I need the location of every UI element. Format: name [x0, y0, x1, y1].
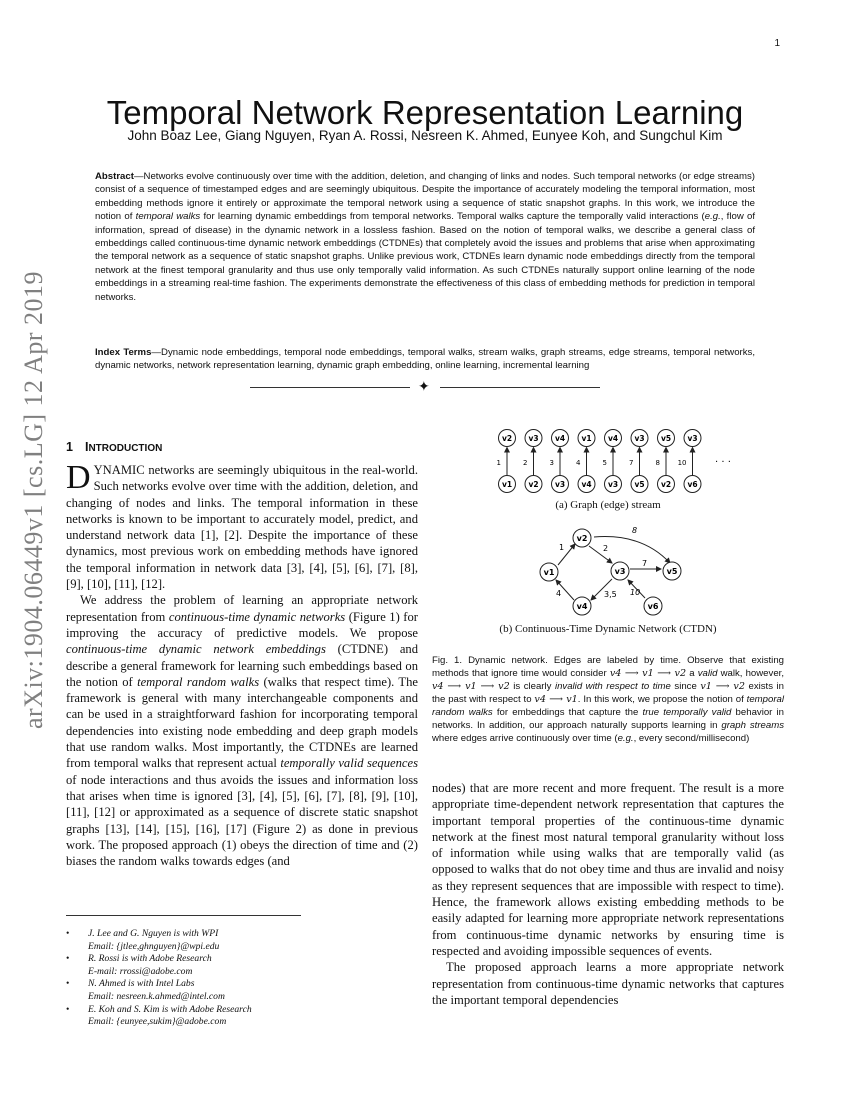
stream-time-label: 2 — [523, 459, 528, 467]
paragraph-text: (walks that respect time). The framework is general with many interchangeable components and can be used in a straightforward fashion for incorporating temporal dependencies into existing node embedding and deep graph models that use random walks. Most importantly, the CTDNEs are learned from temporal walks that represent actual — [66, 674, 418, 771]
footnotes — [66, 928, 418, 1029]
paper-title: Temporal Network Representation Learning — [106, 94, 744, 132]
arxiv-stamp-text: arXiv:1904.06449v1 [cs.LG] 12 Apr 2019 — [19, 270, 48, 730]
stream-node-bottom: v1 — [501, 480, 513, 489]
emphasis: continuous-time dynamic network embeddings — [66, 642, 326, 657]
footnote — [66, 978, 418, 1003]
emphasis: continuous-time dynamic networks — [168, 609, 346, 624]
section-heading — [66, 440, 418, 454]
stream-node-bottom: v3 — [554, 480, 566, 489]
stream-time-label: 4 — [576, 459, 581, 467]
footnote-affiliation: R. Rossi is with Adobe Research — [88, 953, 212, 965]
edge-label: 2 — [603, 544, 609, 553]
footnote-bullet: • — [66, 1003, 70, 1015]
caption-text: where edges arrive continuously over time ( — [432, 733, 618, 744]
node-v4 — [573, 597, 591, 615]
stream-node-top: v3 — [528, 434, 539, 443]
abstract-emphasis: e.g. — [704, 211, 721, 223]
stream-edge — [678, 430, 701, 493]
footnote-email: Email: nesreen.k.ahmed@intel.com — [88, 990, 225, 1002]
stream-node-top: v3 — [687, 434, 698, 443]
divider-diamond-icon: ✦ — [418, 379, 430, 395]
footnote-affiliation: E. Koh and S. Kim is with Adobe Research — [88, 1003, 252, 1015]
caption-emphasis: true temporally valid — [642, 707, 732, 718]
edge-stream-diagram — [487, 425, 747, 497]
node-v5 — [663, 562, 681, 580]
arxiv-stamp — [10, 270, 58, 730]
stream-time-label: 5 — [602, 459, 607, 467]
caption-math: v4 ⟶ v1 ⟶ v2 — [609, 668, 687, 679]
stream-time-label: 8 — [655, 459, 660, 467]
divider-rule — [440, 387, 600, 388]
stream-edge — [656, 430, 675, 493]
caption-text: . In this work, we propose the notion of — [577, 694, 747, 705]
subcaption-a: (a) Graph (edge) stream — [555, 499, 661, 511]
caption-text: for embeddings that capture the — [492, 707, 643, 718]
stream-node-bottom: v5 — [634, 480, 645, 489]
caption-math: v1 ⟶ v2 — [700, 681, 745, 692]
index-terms-text: —Dynamic node embeddings, temporal node embeddings, temporal walks, stream walks, graph streams, edge streams, temporal networks, dynamic networks, network representation learning, dynamic graph embedding, online learning, incremental learning — [95, 347, 755, 372]
abstract-emphasis: temporal walks — [135, 211, 201, 223]
stream-edge — [576, 430, 595, 493]
section-number: 1 — [66, 440, 73, 454]
stream-node-top: v2 — [501, 434, 513, 443]
footnote-rule — [66, 915, 301, 916]
node-label: v5 — [666, 567, 678, 576]
stream-node-bottom: v2 — [528, 480, 539, 489]
footnote — [66, 953, 418, 978]
node-label: v6 — [647, 602, 659, 611]
page-number: 1 — [774, 38, 780, 49]
right-paragraph-2: The proposed approach learns a more appropriate network representation from continuous-time dynamic networks that captures the important temporal dependencies — [432, 960, 784, 1007]
stream-edge — [497, 430, 516, 493]
paragraph-text: (CTDNE) and describe a general framework for learning such embeddings based on the notion of — [66, 642, 418, 689]
node-v3 — [611, 562, 629, 580]
stream-time-label: 1 — [496, 459, 501, 467]
footnote-email: Email: {jtlee,ghnguyen}@wpi.edu — [88, 940, 220, 952]
caption-emphasis: valid — [697, 668, 718, 679]
caption-text: since — [670, 681, 701, 692]
smallcaps-word: YNAMIC — [93, 463, 145, 477]
drop-cap: D — [66, 459, 91, 496]
abstract-text: for learning dynamic embeddings from temporal networks. Temporal walks capture the temporally valid interactions ( — [200, 211, 705, 223]
section-title-rest: NTRODUCTION — [88, 443, 163, 454]
caption-emphasis: invalid with respect to time — [554, 681, 671, 692]
abstract — [95, 170, 755, 304]
node-label: v3 — [614, 567, 626, 576]
caption-text: a — [686, 668, 698, 679]
caption-text: Dynamic network. Edges are labeled by time. Observe that existing methods that ignore time would consider — [432, 655, 784, 679]
caption-math: v4 ⟶ v1 — [534, 694, 578, 705]
index-terms-label: Index Terms — [95, 347, 152, 358]
paragraph-text: of node interactions and thus avoids the issues and information loss that arises when time is ignored [3], [4], [5], [6], [7], [8], [9], [10], [11], [12] or approximated as a sequence of discrete static snapshot graphs [13], [14], [15], [16], [17] (Figure 2) as done in previous work. The proposed approach (1) obeys the direction of time and (2) biases the random walks towards edges (and — [66, 772, 418, 869]
stream-edge — [523, 430, 542, 493]
stream-time-label: 3 — [549, 459, 554, 467]
emphasis: temporal random walks — [137, 674, 260, 689]
stream-node-bottom: v2 — [660, 480, 672, 489]
paragraph-text: We address the problem of learning an appropriate network representation from — [66, 593, 418, 624]
stream-node-top: v1 — [581, 434, 592, 443]
paragraph-text: networks are seemingly ubiquitous in the real-world. Such networks evolve over time with the addition, deletion, and changing of nodes and links. The temporal information in these networks is known to be important to accurately model, predict, and understand network data [1], [2]. Despite the importance of these dynamics, most previous work on embedding methods have ignored the temporal information in network data [3], [4], [5], [6], [7], [8], [9], [10], [11], [12]. — [66, 463, 418, 592]
node-v2 — [573, 529, 591, 547]
right-column — [432, 780, 784, 1008]
stream-node-bottom: v3 — [607, 480, 619, 489]
stream-edge — [629, 430, 648, 493]
footnote-affiliation: J. Lee and G. Nguyen is with WPI — [88, 928, 219, 939]
node-v6 — [644, 597, 662, 615]
paragraph-text: (Figure 1) for improving the accuracy of predictive models. We propose — [66, 609, 418, 640]
figure-caption — [432, 654, 784, 745]
stream-time-label: 10 — [677, 459, 687, 467]
footnote-bullet: • — [66, 953, 70, 965]
caption-text: behavior in networks. In addition, our approach naturally supports learning in — [432, 707, 784, 731]
caption-text: walk, however, — [717, 668, 784, 679]
right-paragraph-1: nodes) that are more recent and more frequent. The result is a more appropriate time-dependent network representation that captures the important temporal properties of the continuous-time dynamic network at the finest most natural temporal granularity without loss of information while using walks that are temporally valid (as opposed to walks that do not obey time and thus are invalid and noisy as they represent sequences that are impossible with respect to time). Hence, the framework allows existing embedding methods to be easily adapted for learning more appropriate network representations from continuous-time dynamic networks by ensuring time is respected and avoiding impossible sequences of events. — [432, 781, 784, 958]
divider-rule — [250, 387, 410, 388]
stream-node-bottom: v4 — [581, 480, 592, 489]
section-divider — [250, 378, 600, 398]
edge-v2-v3 — [589, 546, 612, 563]
abstract-label: Abstract — [95, 171, 134, 182]
footnote-affiliation: N. Ahmed is with Intel Labs — [88, 978, 195, 990]
stream-node-top: v4 — [607, 434, 619, 443]
node-v1 — [540, 563, 558, 581]
caption-text: , every second/millisecond) — [633, 733, 750, 744]
stream-node-top: v4 — [554, 434, 566, 443]
author-list: John Boaz Lee, Giang Nguyen, Ryan A. Rossi, Nesreen K. Ahmed, Eunyee Koh, and Sungchul Kim — [127, 128, 723, 143]
node-label: v4 — [576, 602, 588, 611]
caption-emphasis: e.g. — [617, 733, 634, 744]
section-title-initial: I — [84, 440, 89, 454]
intro-paragraph-1 — [66, 459, 418, 592]
footnote-bullet: • — [66, 928, 70, 939]
abstract-text: , flow of information, spread of disease) in the dynamic network in a lossless fashion. Based on the notion of temporal walks, we describe a general class of embeddings called continuous-time dynamic network embeddings (CTDNEs) that completely avoid the issues and problems that arise when approximating the temporal network as a sequence of static snapshot graphs. Unlike previous work, CTDNEs learn dynamic node embeddings directly from the temporal network at the finest temporal granularity and thus use only temporally valid information. As such CTDNEs naturally support online learning of the node embeddings in a streaming real-time fashion. The experiments demonstrate the effectiveness of this class of embedding methods for prediction in temporal networks. — [95, 211, 755, 303]
edge-label: 10 — [630, 588, 641, 597]
edge-label: 4 — [556, 589, 562, 598]
stream-ellipsis: · · · — [715, 457, 731, 468]
footnote — [66, 1004, 418, 1029]
edge-label: 3,5 — [604, 590, 617, 599]
footnote-email: Email: {eunyee,sukim}@adobe.com — [88, 1016, 227, 1028]
stream-edge — [603, 430, 622, 493]
stream-time-label: 7 — [629, 459, 634, 467]
node-label: v1 — [543, 568, 555, 577]
caption-text: exists in the past with respect to — [432, 681, 785, 705]
caption-math: v4 ⟶ v1 ⟶ v2 — [432, 681, 510, 692]
footnote — [66, 928, 418, 953]
node-label: v2 — [576, 534, 588, 543]
stream-node-top: v5 — [660, 434, 672, 443]
index-terms — [95, 346, 755, 373]
left-column — [66, 440, 418, 869]
stream-edge — [550, 430, 569, 493]
edge-label: 8 — [632, 526, 638, 535]
caption-emphasis: temporal random walks — [432, 694, 784, 718]
intro-paragraph-2 — [66, 592, 418, 869]
footnote-email: E-mail: rrossi@adobe.com — [88, 965, 193, 977]
caption-text: is clearly — [509, 681, 555, 692]
edge-label: 1 — [559, 543, 565, 552]
caption-emphasis: graph streams — [721, 720, 784, 731]
stream-node-top: v3 — [634, 434, 645, 443]
ctdn-diagram — [502, 525, 722, 623]
stream-node-bottom: v6 — [687, 480, 698, 489]
footnote-bullet: • — [66, 978, 70, 990]
emphasis: temporally valid sequences — [280, 756, 418, 771]
figure-label: Fig. 1. — [432, 655, 463, 666]
abstract-text: —Networks evolve continuously over time with the addition, deletion, and changing of links and nodes. Such temporal networks (or edge streams) consist of a sequence of timestamped edges and are seemingly ubiquitous. Despite the importance of accurately modeling the temporal information, most embedding methods ignore it entirely or approximate the temporal network using a sequence of static snapshot graphs. In this work, we introduce the notion of — [95, 171, 755, 223]
edge-label: 7 — [642, 559, 648, 568]
subcaption-b: (b) Continuous-Time Dynamic Network (CTDN) — [499, 623, 717, 635]
